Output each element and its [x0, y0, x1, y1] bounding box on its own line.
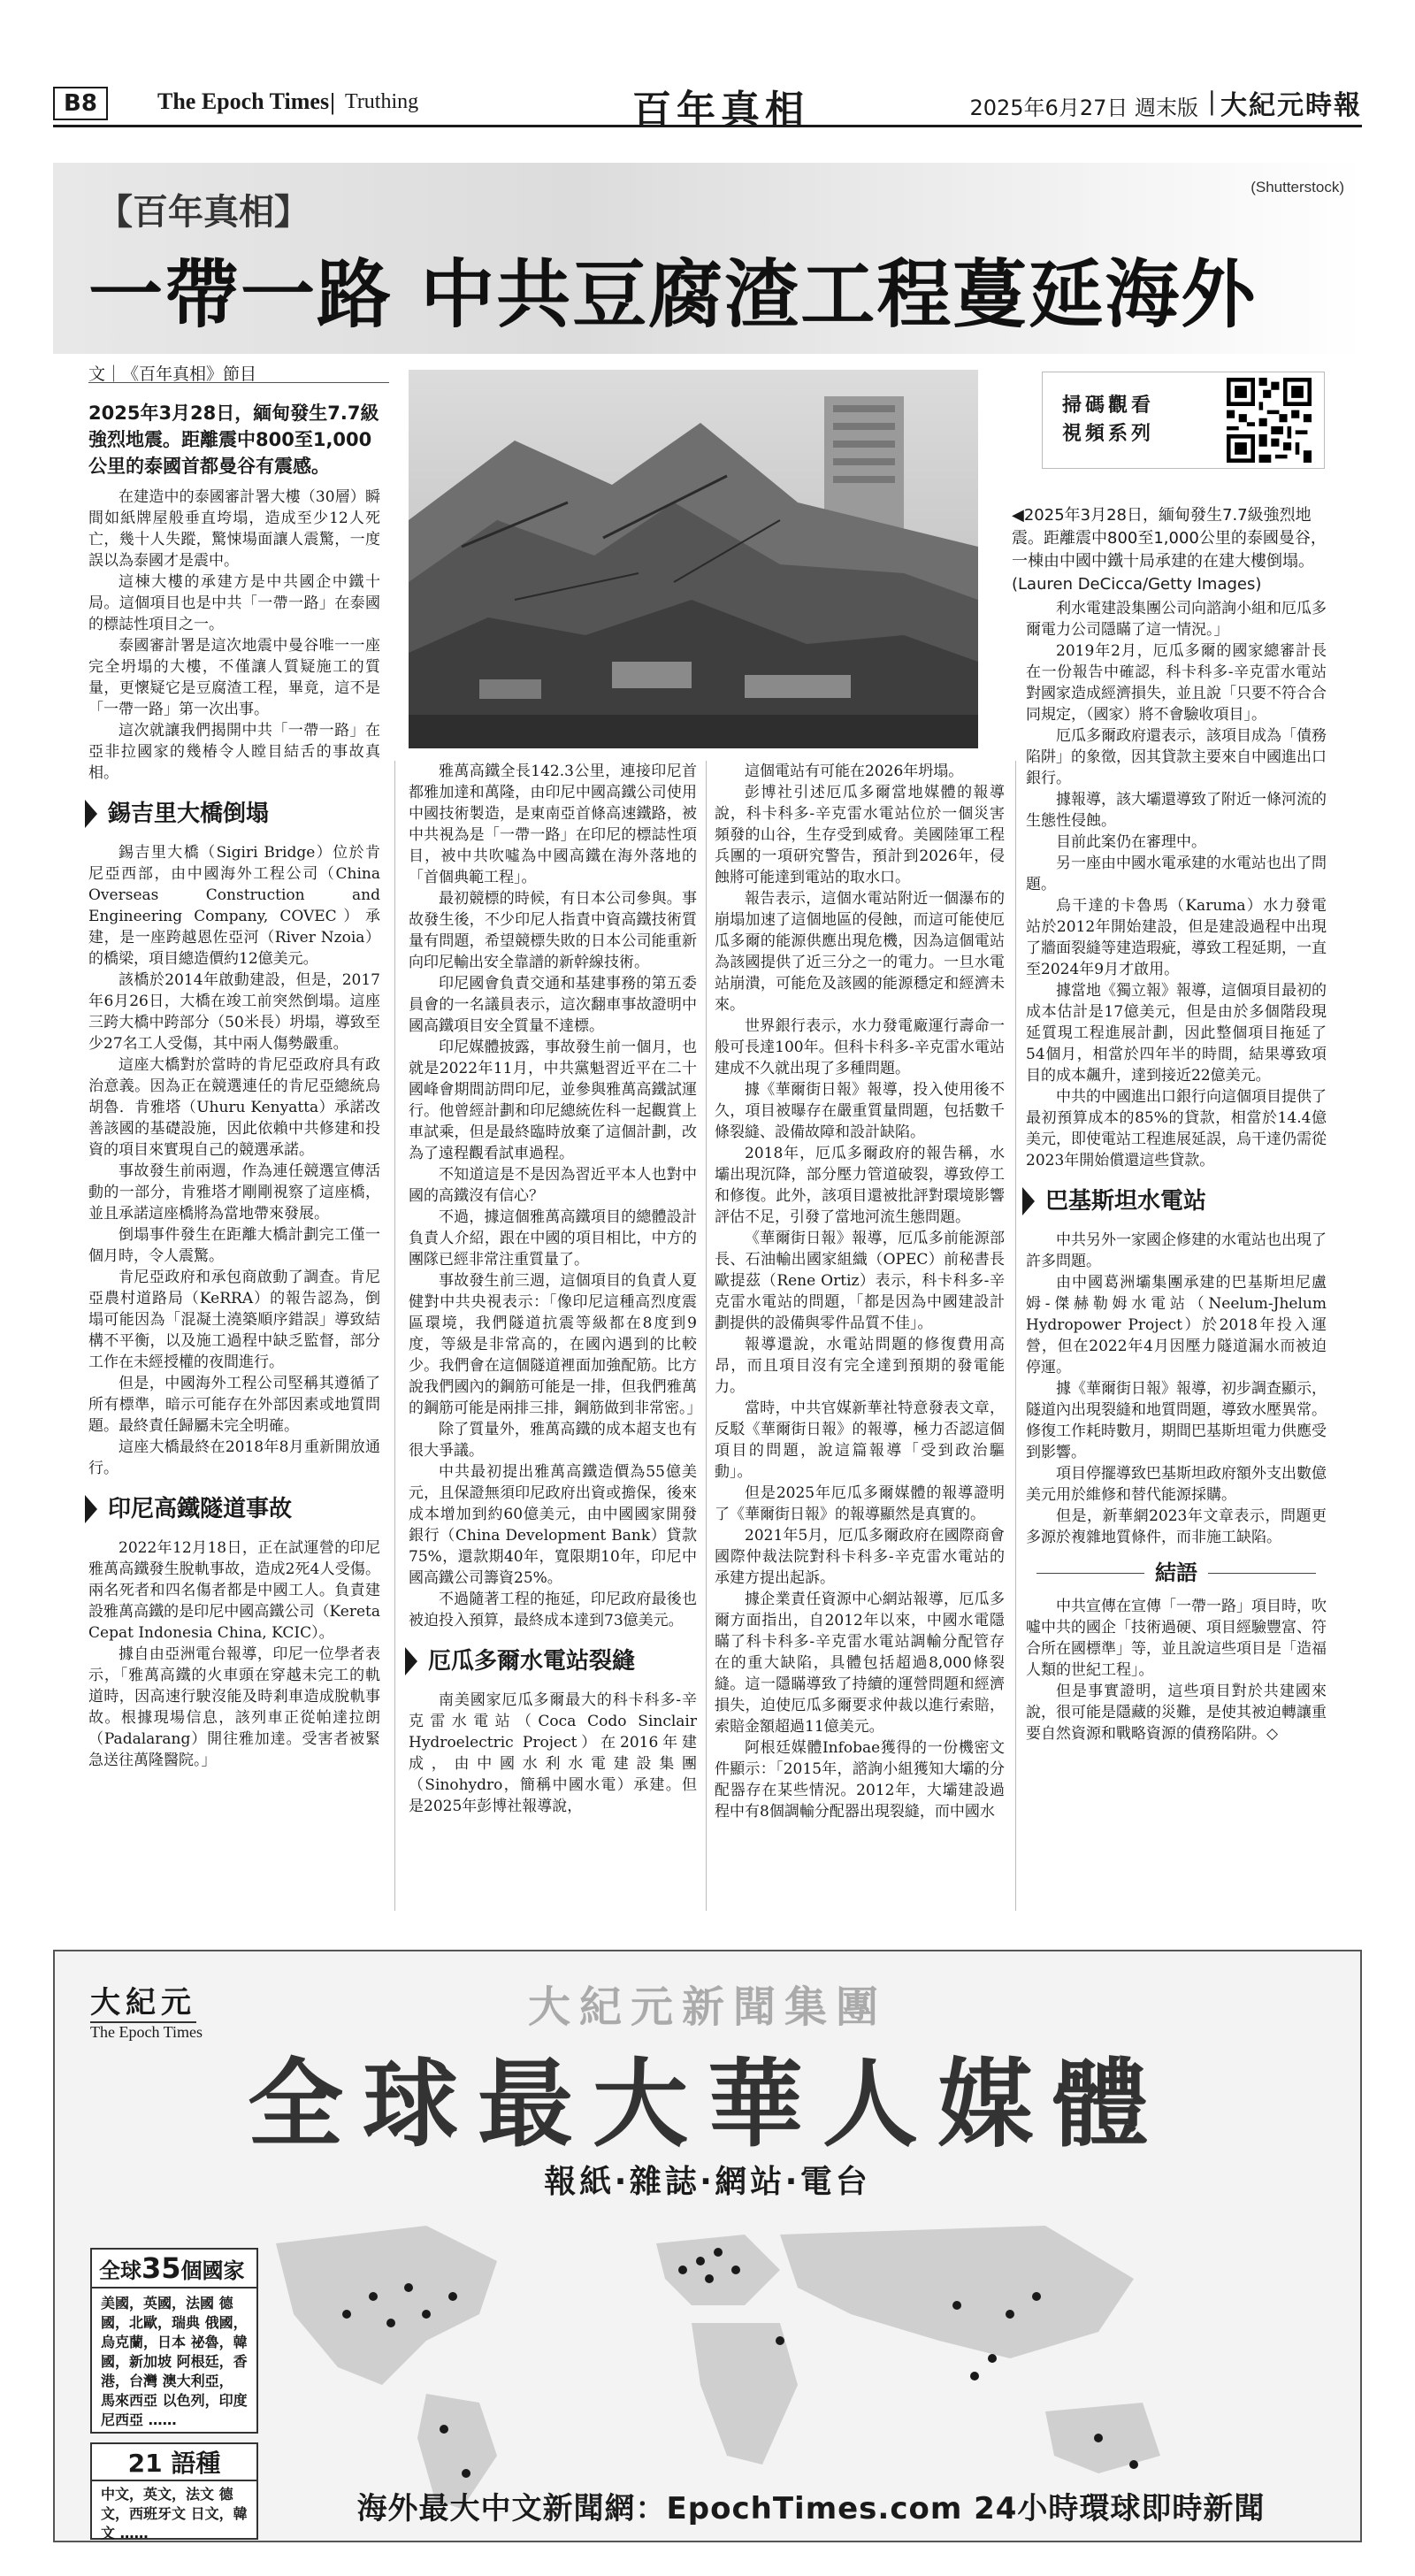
photo-credit: (Shutterstock) [1251, 179, 1344, 196]
paragraph: 錫吉里大橋（Sigiri Bridge）位於肯尼亞西部，由中國海外工程公司（China Overseas Construction and Engineering Company, COVEC）承建，是一座跨越恩佐亞河（River Nzoia）的橋梁，項目總造價約12億美元。 [88, 844, 380, 968]
paragraph: 事故發生前三週，這個項目的負責人夏健對中共央視表示：「像印尼這種高烈度震區環境，我們隧道抗震等級都在8度到9度，等級是非常高的，在國內遇到的比較少。我們會在這個隧道裡面加強配筋。比方說我們國內的鋼筋可能是一排，但我們雅萬的鋼筋可能是兩排三排，鋼筋做到非常密。」 [409, 1272, 702, 1417]
ad-website-banner[interactable]: 海外最大中文新聞網：EpochTimes.com 24小時環球即時新聞 [356, 2491, 1266, 2526]
section-heading-text: 印尼高鐵隧道事故 [108, 1496, 293, 1522]
paragraph: 阿根廷媒體Infobae獲得的一份機密文件顯示：「2015年，諮詢小組獲知大壩的分配器存在某些情況。2012年，大壩建設過程中有8個調輸分配器出現裂縫，而中國水 [715, 1739, 1005, 1821]
paragraph: 在建造中的泰國審計署大樓（30層）瞬間如紙牌屋般垂直垮塌，造成至少12人死亡，幾十人失蹤，驚悚場面讓人震驚，一度誤以為泰國才是震中。 [88, 488, 380, 570]
section-heading-text: 厄瓜多爾水電站裂縫 [428, 1648, 636, 1675]
ad-media-types: 報紙‧雜誌‧網站‧電台 [544, 2164, 871, 2200]
brand-logo: 大紀元時報 [1220, 90, 1362, 121]
paragraph: 2018年，厄瓜多爾政府的報告稱，水壩出現沉降，部分壓力管道破裂，導致停工和修復。此外，該項目還被批評對環境影響評估不足，引發了當地河流生態問題。 [715, 1145, 1005, 1226]
paragraph: 這個電站有可能在2026年坍塌。 [745, 763, 964, 780]
paragraph: 報導還說，水電站問題的修復費用高昂，而且項目沒有完全達到預期的發電能力。 [715, 1336, 1005, 1396]
paragraph: 但是，新華網2023年文章表示，問題更多源於複雜地質條件，而非施工缺陷。 [1026, 1507, 1327, 1546]
heading-marker-icon [85, 800, 97, 828]
conclusion-heading: 結語 [1026, 1562, 1327, 1583]
paragraph: 倒塌事件發生在距離大橋計劃完工僅一個月時，令人震驚。 [88, 1226, 380, 1265]
paragraph: 2022年12月18日，正在試運營的印尼雅萬高鐵發生脫軌事故，造成2死4人受傷。兩名死者和四名傷者都是中國工人。負責建設雅萬高鐵的是印尼中國高鐵公司（Kereta Cepat Indonesia China, KCIC）。 [88, 1539, 380, 1642]
paragraph: 中共的中國進出口銀行向這個項目提供了最初預算成本的85%的貸款，相當於14.4億美元，即使電站工程進展延誤，烏干達仍需從2023年開始償還這些貸款。 [1026, 1088, 1327, 1169]
paragraph: 中共宣傳在宣傳「一帶一路」項目時，吹噓中共的國企「技術過硬、項目經驗豐富、符合所在國標準」等，並且說這些項目是「造福人類的世紀工程」。 [1026, 1598, 1327, 1679]
program-tag: 【百年真相】 [97, 192, 310, 233]
column-rule [706, 761, 707, 1911]
column-rule [1015, 761, 1016, 1911]
paragraph: 據自由亞洲電台報導，印尼一位學者表示，「雅萬高鐵的火車頭在穿越未完工的軌道時，因高速行駛沒能及時剎車造成脫軌事故。根據現場信息，該列車正從帕達拉朗（Padalarang）開往雅加達。受害者被緊急送往萬隆醫院。」 [88, 1645, 380, 1769]
divider [88, 382, 389, 383]
paragraph: 中共最初提出雅萬高鐵造價為55億美元，且保證無須印尼政府出資或擔保，後來成本增加到約60億美元，由中國國家開發銀行（China Development Bank）貸款75%，還款期40年，寬限期10年，印尼中國高鐵公司籌資25%。 [409, 1463, 697, 1587]
rubble-image [409, 370, 978, 748]
country-heading-prefix: 全球 [99, 2258, 142, 2283]
paragraph: 這棟大樓的承建方是中共國企中鐵十局。這個項目也是中共「一帶一路」在泰國的標誌性項目之一。 [88, 573, 380, 633]
paragraph: 報告表示，這個水電站附近一個瀑布的崩塌加速了這個地區的侵蝕，而這可能使厄瓜多爾的能源供應出現危機，因為這個電站為該國提供了近三分之一的電力。一旦水電站崩潰，可能危及該國的能源穩定和經濟未來。 [715, 890, 1005, 1014]
paragraph: 印尼國會負責交通和基建事務的第五委員會的一名議員表示，這次翻車事故證明中國高鐵項目安全質量不達標。 [409, 975, 697, 1035]
paragraph: 利水電建設集團公司向諮詢小組和厄瓜多爾電力公司隱瞞了這一情況。」 [1026, 600, 1327, 639]
paragraph: 這座大橋最終在2018年8月重新開放通行。 [88, 1438, 380, 1477]
heading-marker-icon [405, 1647, 417, 1675]
paragraph: 肯尼亞政府和承包商啟動了調查。肯尼亞農村道路局（KeRRA）的報告認為，倒塌可能因為「混凝土澆築順序錯誤」導致結構不平衡，以及施工過程中缺乏監督，部分工作在未經授權的夜間進行。 [88, 1269, 380, 1371]
heading-marker-icon [1022, 1187, 1035, 1215]
paragraph: 彭博社引述厄瓜多爾當地媒體的報導說，科卡科多-辛克雷水電站位於一個災害頻發的山谷，生存受到威脅。美國陸軍工程兵團的一項研究警告，預計到2026年，侵蝕將可能達到電站的取水口。 [715, 784, 1005, 886]
byline: 文｜《百年真相》節目 [88, 364, 257, 384]
paragraph: 《華爾街日報》報導，厄瓜多前能源部長、石油輸出國家組織（OPEC）前秘書長歐提茲（Rene Ortiz）表示，科卡科多-辛克雷水電站的問題，「都是因為中國建設計劃提供的設備與零件品質不佳」。 [715, 1230, 1005, 1332]
language-panel [90, 2442, 258, 2540]
qr-label [1062, 392, 1154, 448]
epoch-times-advertisement [53, 1950, 1362, 2542]
article-column-2 [409, 761, 702, 1817]
paragraph: 據企業責任資源中心網站報導，厄瓜多爾方面指出，自2012年以來，中國水電隱瞞了科卡科多-辛克雷水電站調輸分配管存在的重大缺陷，具體包括超過8,000條裂縫。這一隱瞞導致了持續的運營問題和經濟損失，迫使厄瓜多爾要求仲裁以進行索賠，索賠金額超過11億美元。 [715, 1591, 1005, 1736]
paper-name: The Epoch Times [157, 88, 330, 114]
paragraph: 據報導，該大壩還導致了附近一條河流的生態性侵蝕。 [1026, 791, 1327, 830]
country-list-panel [90, 2248, 258, 2434]
paragraph: 最初競標的時候，有日本公司參與。事故發生後，不少印尼人指責中資高鐵技術質量有問題，希望競標失敗的日本公司能重新向印尼輸出安全靠譜的新幹線技術。 [409, 890, 697, 971]
paragraph: 據當地《獨立報》報導，這個項目最初的成本估計是17億美元，但是由於多個階段現延質現工程進展計劃，因此整個項目拖延了54個月，相當於四年半的時間，結果導致項目的成本飆升，達到接近22億美元。 [1026, 982, 1327, 1085]
issue-date: 2025年6月27日 週末版 [969, 96, 1198, 120]
ad-logo-english: The Epoch Times [90, 2023, 203, 2041]
paragraph: 不知道這是不是因為習近平本人也對中國的高鐵沒有信心？ [409, 1166, 697, 1205]
paragraph: 厄瓜多爾政府還表示，該項目成為「債務陷阱」的象徵，因其貸款主要來自中國進出口銀行。 [1026, 727, 1327, 787]
ad-group-name: 大紀元新聞集團 [527, 1982, 887, 2032]
paragraph: 2019年2月，厄瓜多爾的國家總審計長在一份報告中確認，科卡科多-辛克雷水電站對國家造成經濟損失，並且說「只要不符合合同規定，（國家）將不會驗收項目」。 [1026, 642, 1327, 724]
paragraph: 2021年5月，厄瓜多爾政府在國際商會國際仲裁法院對科卡科多-辛克雷水電站的承建方提出起訴。 [715, 1527, 1005, 1587]
page-number: B8 [53, 87, 108, 120]
article-column-3 [715, 761, 1005, 1822]
photo-caption: ◀2025年3月28日，緬甸發生7.7級強烈地震。距離震中800至1,000公里的泰國曼谷，一棟由中國中鐵十局承建的在建大樓倒塌。(Lauren DeCicca/Getty Images) [1012, 506, 1327, 594]
qr-promo[interactable] [1042, 372, 1325, 469]
section-heading-text: 巴基斯坦水電站 [1045, 1188, 1207, 1215]
paragraph: 世界銀行表示，水力發電廠運行壽命一般可長達100年。但科卡科多-辛克雷水電站建成不久就出現了多種問題。 [715, 1017, 1005, 1077]
paragraph: 這座大橋對於當時的肯尼亞政府具有政治意義。因為正在競選連任的肯尼亞總統烏胡魯．肯雅塔（Uhuru Kenyatta）承諾改善該國的基礎設施，因此依賴中共修建和投資的項目來實現自己的競選承諾。 [88, 1056, 380, 1159]
section-heading [1022, 1184, 1327, 1219]
country-count-heading [92, 2250, 256, 2288]
section-heading [85, 796, 380, 832]
world-map-icon [161, 2208, 1346, 2509]
paragraph: 據《華爾街日報》報導，投入使用後不久，項目被曝存在嚴重質量問題，包括數千條裂縫、設備故障和設計缺陷。 [715, 1081, 1005, 1141]
section-heading [85, 1491, 380, 1527]
paragraph: 但是事實證明，這些項目對於共建國來說，很可能是隱藏的災難，是使其被迫轉讓重要自然資源和戰略資源的債務陷阱。◇ [1026, 1683, 1327, 1743]
section-name: Truthing [345, 90, 419, 113]
headline-title: 一帶一路 中共豆腐渣工程蔓延海外 [88, 251, 1258, 338]
paragraph: 烏干達的卡魯馬（Karuma）水力發電站於2012年開始建設，但是建設過程中出現了牆面裂縫等建造瑕疵，導致工程延期，一直至2024年9月才啟用。 [1026, 897, 1327, 978]
paragraph: 不過，據這個雅萬高鐵項目的總體設計負責人介紹，跟在中國的項目相比，中方的團隊已經非常注重質量了。 [409, 1208, 697, 1269]
paragraph: 不過隨著工程的拖延，印尼政府最後也被迫投入預算，最終成本達到73億美元。 [409, 1591, 697, 1629]
paragraph: 另一座由中國水電承建的水電站也出了問題。 [1026, 855, 1327, 893]
heading-marker-icon [85, 1495, 97, 1523]
collapsed-building-photo [409, 370, 978, 748]
article-column-1 [88, 487, 380, 1771]
country-heading-suffix: 個國家 [180, 2258, 245, 2283]
paragraph: 雅萬高鐵全長142.3公里，連接印尼首都雅加達和萬隆，由印尼中國高鐵公司使用中國技術製造，是東南亞首條高速鐵路，被中共視為是「一帶一路」在印尼的標誌性項目，被中共吹噓為中國高鐵在海外落地的「首個典範工程」。 [409, 763, 697, 886]
paragraph: 這次就讓我們揭開中共「一帶一路」在亞非拉國家的幾椿令人瞠目結舌的事故真相。 [88, 722, 380, 782]
column-rule [394, 761, 395, 1911]
section-heading [405, 1644, 697, 1679]
paragraph: 目前此案仍在審理中。 [1056, 833, 1206, 851]
country-count: 35 [142, 2251, 181, 2285]
article-column-4 [1026, 598, 1327, 1744]
masthead-separator: | [329, 90, 337, 115]
qr-code-icon[interactable] [1227, 378, 1312, 463]
paragraph: 當時，中共官媒新華社特意發表文章，反駁《華爾街日報》的報導，極力否認這個項目的問題，說這篇報導「受到政治驅動」。 [715, 1399, 1005, 1481]
paragraph: 事故發生前兩週，作為連任競選宣傳活動的一部分，肯雅塔才剛剛視察了這座橋，並且承諾這座橋將為當地帶來發展。 [88, 1162, 380, 1223]
paragraph: 除了質量外，雅萬高鐵的成本超支也有很大爭議。 [409, 1421, 697, 1460]
paragraph: 但是2025年厄瓜多爾媒體的報導證明了《華爾街日報》的報導顯然是真實的。 [715, 1484, 1005, 1523]
lead-paragraph: 2025年3月28日，緬甸發生7.7級強烈地震。距離震中800至1,000公里的泰國首都曼谷有震感。 [88, 402, 379, 477]
paragraph: 中共另外一家國企修建的水電站也出現了許多問題。 [1026, 1231, 1327, 1270]
language-list: 中文，英文，法文 德文，西班牙文 日文，韓文 …… [101, 2486, 248, 2542]
country-list: 美國，英國，法國 德國，北歐，瑞典 俄國，烏克蘭，日本 祕魯，韓國，新加坡 阿根廷，香港，台灣 澳大利亞， 馬來西亞 以色列，印度尼西亞 …… [101, 2295, 248, 2428]
ad-logo-chinese: 大紀元 [90, 1978, 196, 2023]
paragraph: 據《華爾街日報》報導，初步調查顯示，隧道內出現裂縫和地質問題，導致水壓異常。修復工作耗時數月，期間巴基斯坦電力供應受到影響。 [1026, 1380, 1327, 1461]
section-title: 百年真相 [632, 88, 809, 133]
language-count-heading: 21 語種 [92, 2444, 256, 2481]
paragraph: 印尼媒體披露，事故發生前一個月，也就是2022年11月，中共黨魁習近平在二十國峰會期間訪問印尼，並參與雅萬高鐵試運行。他曾經計劃和印尼總統佐科一起觀賞上車試乘，但是最終臨時放棄了這個計劃，改為了遠程觀看試車過程。 [409, 1039, 697, 1162]
masthead-separator: | [1207, 87, 1216, 116]
paragraph: 泰國審計署是這次地震中曼谷唯一一座完全坍塌的大樓，不僅讓人質疑施工的質量，更懷疑它是豆腐渣工程，畢竟，這不是「一帶一路」第一次出事。 [88, 637, 380, 718]
qr-label-line1: 掃碼觀看 [1062, 395, 1155, 417]
paragraph: 項目停擺導致巴基斯坦政府額外支出數億美元用於維修和替代能源採購。 [1026, 1465, 1327, 1504]
qr-label-line2: 視頻系列 [1062, 423, 1155, 445]
ad-slogan: 全球最大華人媒體 [247, 2050, 1167, 2160]
headline-panel [53, 163, 1362, 354]
paragraph: 南美國家厄瓜多爾最大的科卡科多-辛克雷水電站（Coca Codo Sinclair Hydroelectric Project）在2016年建成，由中國水利水電建設集團（Sinohydro，簡稱中國水電）承建。但是2025年彭博社報導說， [409, 1691, 697, 1815]
paragraph: 但是，中國海外工程公司堅稱其遵循了所有標準，暗示可能存在外部因素或地質問題。最終責任歸屬未完全明確。 [88, 1375, 380, 1435]
section-heading-text: 錫吉里大橋倒塌 [108, 801, 270, 827]
paragraph: 由中國葛洲壩集團承建的巴基斯坦尼盧姆-傑赫勒姆水電站（Neelum-Jhelum Hydropower Project）於2018年投入運營，但在2022年4月因壓力隧道漏水而被迫停運。 [1026, 1274, 1327, 1376]
paragraph: 該橋於2014年啟動建設，但是，2017年6月26日，大橋在竣工前突然倒塌。這座三跨大橋中跨部分（50米長）坍塌，導致至少27名工人受傷，其中兩人傷勢嚴重。 [88, 971, 380, 1053]
masthead [53, 78, 1362, 133]
